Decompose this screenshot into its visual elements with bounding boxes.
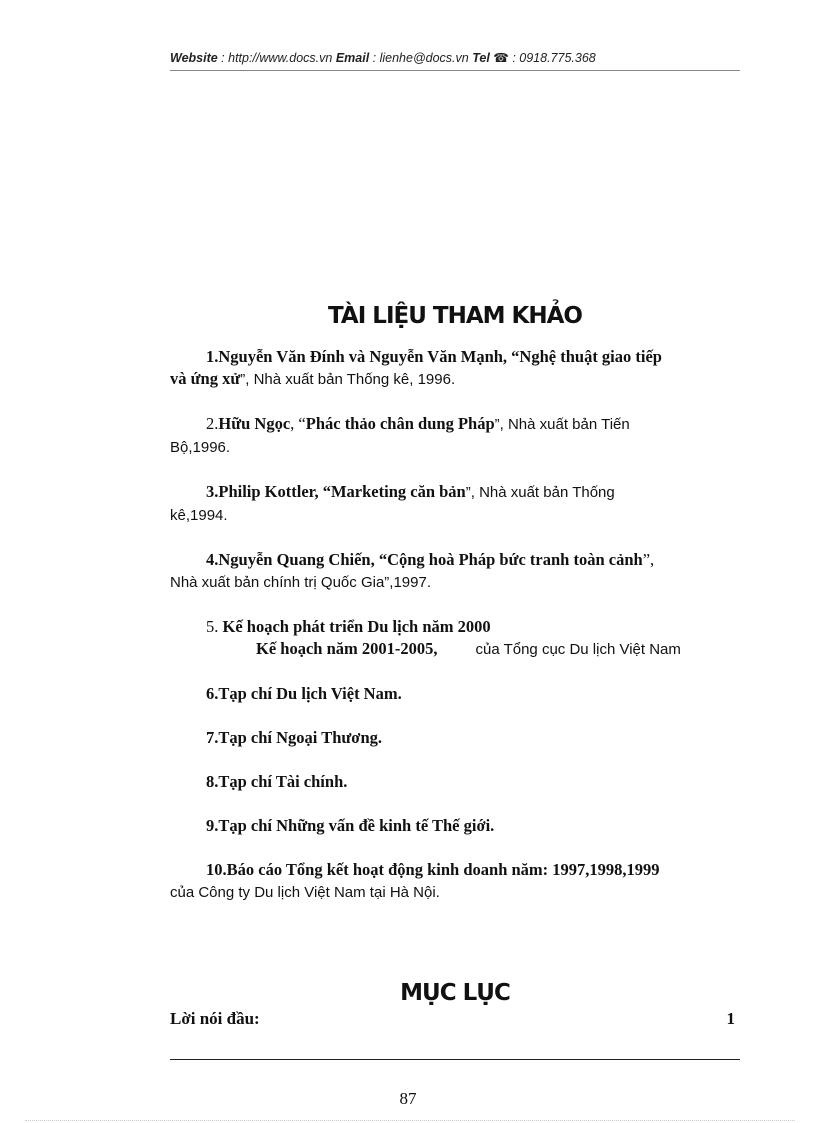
email-label: Email [335,51,370,65]
reference-item: 9.Tạp chí Những vấn đề kinh tế Thế giới. [206,816,495,835]
page-edge-dots [25,1120,795,1121]
reference-item: 2.Hữu Ngọc, “Phác thảo chân dung Pháp”, Nhà xuất bản Tiến Bộ,1996. [170,414,630,456]
reference-item: 6.Tạp chí Du lịch Việt Nam. [206,684,402,703]
website-value: : http://www.docs.vn [217,51,336,65]
reference-list [170,346,745,926]
page-header [170,50,740,65]
toc-entry [170,1009,735,1029]
header-divider [170,70,740,71]
reference-item: 10.Báo cáo Tổng kết hoạt động kinh doanh năm: 1997,1998,1999 của Công ty Du lịch Việt Nam tại Hà Nội. [170,860,660,901]
toc-entry-label: Lời nói đầu: [170,1009,260,1028]
reference-item: 4.Nguyễn Quang Chiến, “Cộng hoà Pháp bức tranh toàn cảnh”, Nhà xuất bản chính trị Quốc Gia”,1997. [170,550,655,591]
toc-entry-page: 1 [726,1009,735,1028]
reference-item: 8.Tạp chí Tài chính. [206,772,348,791]
website-label: Website [170,51,218,65]
references-title: TÀI LIỆU THAM KHẢO [328,303,582,329]
reference-item: 5. Kế hoạch phát triển Du lịch năm 2000 Kế hoạch năm 2001-2005, của Tổng cục Du lịch Việt Nam [206,617,681,658]
tel-value: : 0918.775.368 [508,51,596,65]
tel-label: Tel ☎ [472,51,509,65]
reference-item: 1.Nguyễn Văn Đính và Nguyễn Văn Mạnh, “Nghệ thuật giao tiếp và ứng xử”, Nhà xuất bản Thống kê, 1996. [170,347,662,388]
reference-item: 7.Tạp chí Ngoại Thương. [206,728,382,747]
page-number: 87 [399,1089,417,1108]
email-value: : lienhe@docs.vn [369,51,473,65]
reference-item: 3.Philip Kottler, “Marketing căn bản”, Nhà xuất bản Thống kê,1994. [170,482,615,524]
footer-divider [170,1059,740,1060]
toc-title: MỤC LỤC [400,980,510,1006]
